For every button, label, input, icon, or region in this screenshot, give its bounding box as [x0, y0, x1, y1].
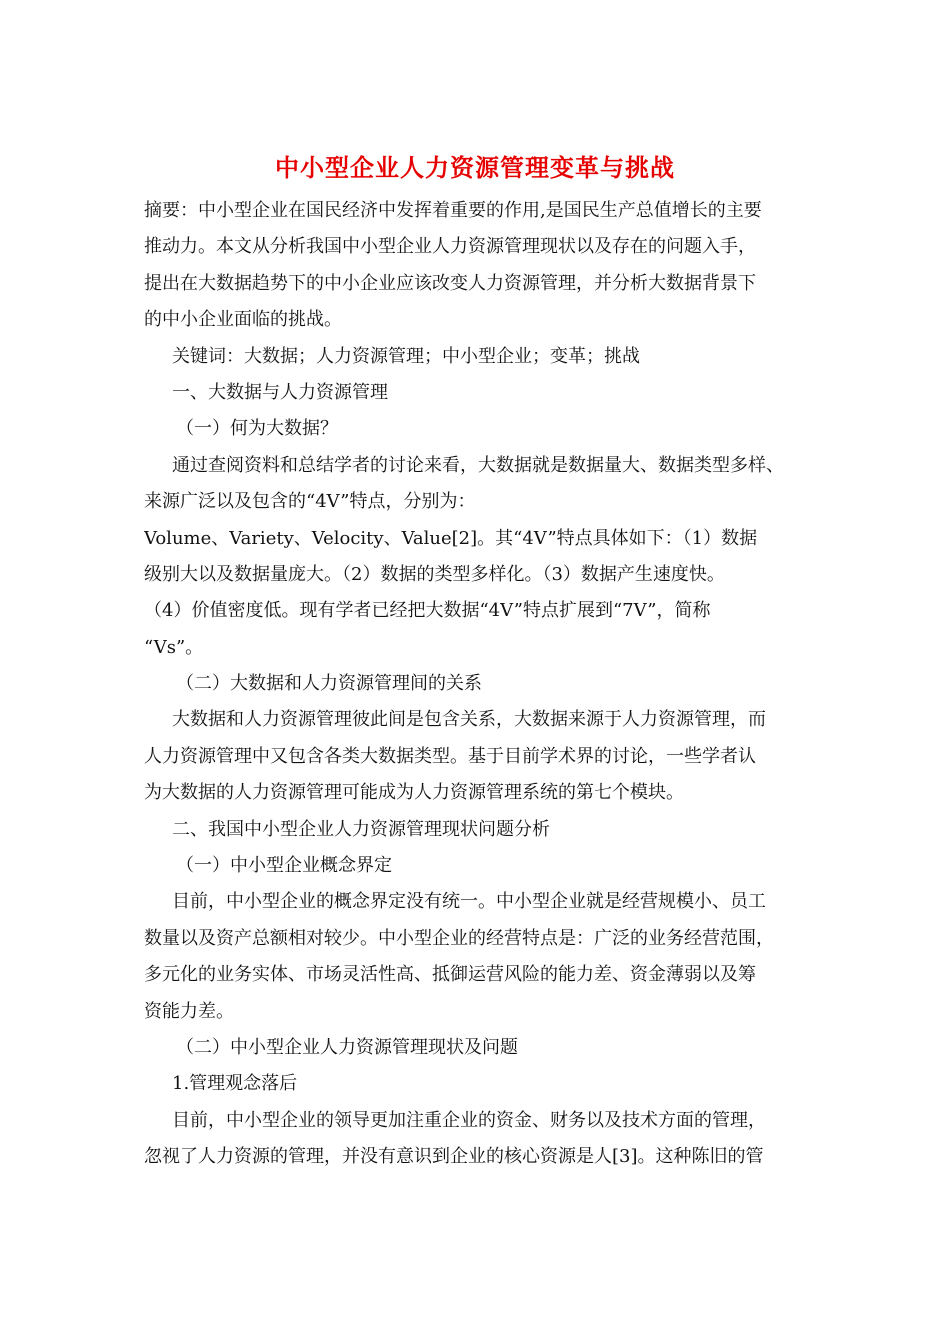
subsection-heading: （二）中小型企业人力资源管理现状及问题	[176, 1036, 518, 1058]
document-body	[144, 193, 824, 1176]
paragraph-line: 来源广泛以及包含的“4V”特点，分别为：	[144, 491, 476, 513]
paragraph-line: 数量以及资产总额相对较少。中小型企业的经营特点是：广泛的业务经营范围，	[144, 927, 774, 949]
paragraph-line: 为大数据的人力资源管理可能成为人力资源管理系统的第七个模块。	[144, 782, 684, 804]
section-heading: 二、我国中小型企业人力资源管理现状问题分析	[172, 818, 550, 840]
paragraph-line: 人力资源管理中又包含各类大数据类型。基于目前学术界的讨论，一些学者认	[144, 745, 756, 767]
abstract-line: 的中小企业面临的挑战。	[144, 309, 342, 331]
paragraph-line: 级别大以及数据量庞大。（2）数据的类型多样化。（3）数据产生速度快。	[144, 563, 725, 585]
paragraph-line: Volume、Variety、Velocity、Value[2]。其“4V”特点具体如下：（1）数据	[144, 527, 758, 549]
paragraph-line: （4）价值密度低。现有学者已经把大数据“4V”特点扩展到“7V”，简称	[144, 600, 711, 622]
paragraph-line: 大数据和人力资源管理彼此间是包含关系，大数据来源于人力资源管理，而	[172, 709, 766, 731]
subsection-heading: （一）中小型企业概念界定	[176, 855, 392, 877]
paragraph-line: “Vs”。	[144, 636, 204, 658]
abstract-line: 推动力。本文从分析我国中小型企业人力资源管理现状以及存在的问题入手，	[144, 236, 756, 258]
abstract-line: 摘要：中小型企业在国民经济中发挥着重要的作用,是国民生产总值增长的主要	[144, 200, 762, 221]
paragraph-line: 忽视了人力资源的管理，并没有意识到企业的核心资源是人[3]。这种陈旧的管	[144, 1146, 764, 1168]
paragraph-line: 资能力差。	[144, 1000, 234, 1022]
abstract-line: 提出在大数据趋势下的中小企业应该改变人力资源管理，并分析大数据背景下	[144, 272, 756, 294]
keywords-line: 关键词：大数据；人力资源管理；中小型企业；变革；挑战	[172, 345, 640, 367]
section-heading: 一、大数据与人力资源管理	[172, 381, 388, 403]
paragraph-line: 多元化的业务实体、市场灵活性高、抵御运营风险的能力差、资金薄弱以及筹	[144, 964, 756, 986]
subsection-heading: （二）大数据和人力资源管理间的关系	[176, 673, 482, 695]
subsection-item: 1.管理观念落后	[172, 1073, 298, 1095]
paragraph-line: 通过查阅资料和总结学者的讨论来看，大数据就是数据量大、数据类型多样、	[172, 454, 784, 476]
page-title: 中小型企业人力资源管理变革与挑战	[275, 153, 675, 182]
subsection-heading: （一）何为大数据？	[176, 418, 338, 440]
paragraph-line: 目前，中小型企业的概念界定没有统一。中小型企业就是经营规模小、员工	[172, 891, 766, 913]
paragraph-line: 目前，中小型企业的领导更加注重企业的资金、财务以及技术方面的管理，	[172, 1109, 766, 1131]
